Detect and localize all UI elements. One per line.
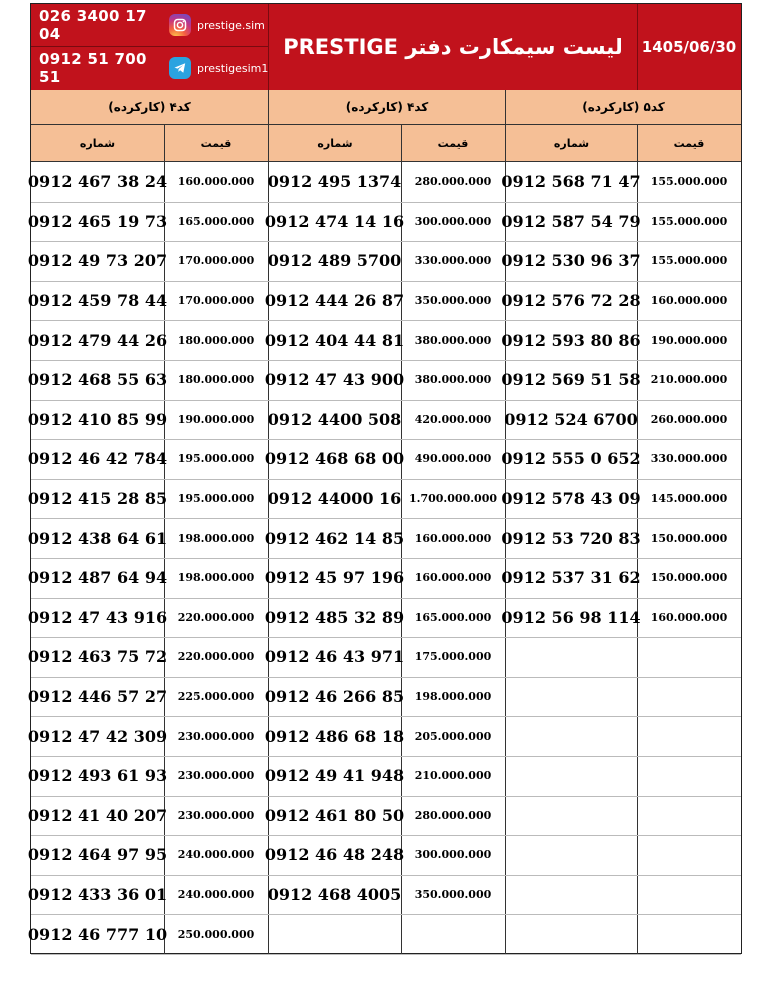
column-price-label: قیمت: [437, 137, 469, 150]
sim-price: 160.000.000: [414, 571, 492, 585]
sim-price: 380.000.000: [414, 373, 492, 387]
sim-price: 350.000.000: [414, 888, 492, 902]
sim-number: 0912 467 38 24: [27, 172, 168, 192]
page-title: PRESTIGE لیست سیمکارت دفتر: [283, 35, 623, 59]
sim-price: 195.000.000: [177, 492, 255, 506]
sim-price: 145.000.000: [650, 492, 728, 506]
sim-number: 0912 49 41 948: [264, 766, 405, 786]
sim-price: 260.000.000: [650, 412, 728, 426]
sim-price: 155.000.000: [650, 214, 728, 228]
sim-number: 0912 463 75 72: [27, 647, 168, 667]
sim-price: 280.000.000: [414, 808, 492, 822]
sim-number: 0912 49 73 207: [27, 251, 168, 271]
sim-price: 1.700.000.000: [408, 492, 498, 506]
sim-number: 0912 486 68 18: [264, 726, 405, 746]
mobile-phone: 0912 51 700 51: [39, 50, 147, 86]
sim-price: 330.000.000: [650, 452, 728, 466]
sim-number: 0912 485 32 89: [264, 607, 405, 627]
sim-number: 0912 576 72 28: [501, 291, 641, 311]
sim-number: 0912 464 97 95: [27, 845, 168, 865]
column-number-label: شماره: [506, 125, 638, 162]
sim-number: 0912 459 78 44: [27, 291, 168, 311]
sim-price: 150.000.000: [650, 531, 728, 545]
group-header-1: [31, 90, 269, 162]
sim-number: 0912 433 36 01: [27, 885, 168, 905]
sim-number: 0912 47 43 916: [27, 607, 168, 627]
sim-price: 490.000.000: [414, 452, 492, 466]
sim-number: 0912 530 96 37: [501, 251, 641, 271]
sim-number: 0912 495 1374: [267, 172, 402, 192]
group-title: کد۵ (کارکرده): [506, 90, 741, 125]
sim-number: 0912 46 266 85: [264, 687, 405, 707]
row-rule: [31, 954, 741, 955]
sim-number: 0912 468 4005: [267, 885, 402, 905]
sim-price: 155.000.000: [650, 254, 728, 268]
sim-price: 198.000.000: [414, 690, 492, 704]
sim-price: 180.000.000: [177, 373, 255, 387]
sim-number: 0912 41 40 207: [27, 805, 168, 825]
sim-number: 0912 524 6700: [504, 409, 638, 429]
sim-number: 0912 593 80 86: [501, 330, 641, 350]
sim-price: 155.000.000: [650, 175, 728, 189]
phone-row-2: [31, 47, 269, 89]
sim-price: 330.000.000: [414, 254, 492, 268]
sim-number: 0912 468 55 63: [27, 370, 168, 390]
sim-price: 195.000.000: [177, 452, 255, 466]
sim-price: 150.000.000: [650, 571, 728, 585]
instagram-icon[interactable]: [169, 14, 191, 36]
group-header-2: [269, 90, 506, 162]
sim-number: 0912 47 43 900: [264, 370, 405, 390]
telegram-icon[interactable]: [169, 57, 191, 79]
sim-number: 0912 489 5700: [267, 251, 402, 271]
sim-number: 0912 438 64 61: [27, 528, 168, 548]
sim-number: 0912 47 42 309: [27, 726, 168, 746]
sim-price: 350.000.000: [414, 294, 492, 308]
sim-price: 250.000.000: [177, 927, 255, 941]
contact-block: [31, 4, 269, 90]
sim-price: 170.000.000: [177, 294, 255, 308]
sim-price: 230.000.000: [177, 808, 255, 822]
header-bar: [31, 4, 741, 90]
telegram-handle[interactable]: prestigesim1: [197, 61, 269, 75]
landline-phone: 026 3400 17 04: [39, 7, 147, 43]
sim-number: 0912 46 777 10: [27, 924, 168, 944]
sim-number: 0912 555 0 652: [501, 449, 641, 469]
sim-number: 0912 569 51 58: [501, 370, 641, 390]
column-price-label: قیمت: [200, 137, 232, 150]
sim-number: 0912 479 44 26: [27, 330, 168, 350]
sim-number: 0912 46 48 248: [264, 845, 405, 865]
sim-price: 220.000.000: [177, 650, 255, 664]
sim-price: 175.000.000: [414, 650, 492, 664]
sim-price: 210.000.000: [650, 373, 728, 387]
sim-number: 0912 44000 16: [267, 489, 402, 509]
column-number-label: شماره: [31, 125, 165, 162]
sim-number: 0912 462 14 85: [264, 528, 405, 548]
sim-price: 230.000.000: [177, 769, 255, 783]
sim-number: 0912 468 68 00: [264, 449, 405, 469]
sim-price: 300.000.000: [414, 214, 492, 228]
sim-price: 180.000.000: [177, 333, 255, 347]
sim-price: 380.000.000: [414, 333, 492, 347]
price-list-sheet: [27, 3, 742, 954]
group-title: کد۴ (کارکرده): [31, 90, 268, 125]
sim-price: 160.000.000: [414, 531, 492, 545]
sim-price: 225.000.000: [177, 690, 255, 704]
sim-price: 420.000.000: [414, 412, 492, 426]
sim-price: 198.000.000: [177, 531, 255, 545]
sim-number: 0912 487 64 94: [27, 568, 168, 588]
instagram-handle[interactable]: prestige.sim: [197, 18, 265, 32]
sim-price: 240.000.000: [177, 888, 255, 902]
sim-price: 220.000.000: [177, 610, 255, 624]
sim-price: 205.000.000: [414, 729, 492, 743]
sim-number: 0912 446 57 27: [27, 687, 168, 707]
sim-price: 190.000.000: [177, 412, 255, 426]
sim-price: 190.000.000: [650, 333, 728, 347]
sim-number: 0912 465 19 73: [27, 211, 168, 231]
sim-number: 0912 587 54 79: [501, 211, 641, 231]
sim-price: 160.000.000: [177, 175, 255, 189]
sim-number: 0912 4400 508: [267, 409, 402, 429]
sim-number: 0912 444 26 87: [264, 291, 405, 311]
sim-price: 280.000.000: [414, 175, 492, 189]
list-date: 1405/06/30: [641, 38, 737, 56]
phone-row-1: [31, 4, 269, 47]
sim-price: 198.000.000: [177, 571, 255, 585]
sim-number: 0912 578 43 09: [501, 489, 641, 509]
sim-price: 170.000.000: [177, 254, 255, 268]
sim-price: 210.000.000: [414, 769, 492, 783]
sim-price: 160.000.000: [650, 294, 728, 308]
sim-price: 165.000.000: [414, 610, 492, 624]
column-price-label: قیمت: [673, 137, 705, 150]
sim-price: 165.000.000: [177, 214, 255, 228]
sim-number: 0912 56 98 114: [501, 607, 641, 627]
sim-price: 300.000.000: [414, 848, 492, 862]
instagram-glyph: [173, 18, 187, 32]
sim-number: 0912 415 28 85: [27, 489, 168, 509]
sim-number: 0912 45 97 196: [264, 568, 405, 588]
column-number-label: شماره: [269, 125, 402, 162]
sim-price: 230.000.000: [177, 729, 255, 743]
sim-number: 0912 568 71 47: [501, 172, 641, 192]
group-title: کد۴ (کارکرده): [269, 90, 505, 125]
sim-number: 0912 46 43 971: [264, 647, 405, 667]
group-header-3: [506, 90, 741, 162]
sim-number: 0912 410 85 99: [27, 409, 168, 429]
sim-number: 0912 537 31 62: [501, 568, 641, 588]
sim-number: 0912 46 42 784: [27, 449, 168, 469]
sim-number: 0912 493 61 93: [27, 766, 168, 786]
sim-number: 0912 474 14 16: [264, 211, 405, 231]
sim-price: 240.000.000: [177, 848, 255, 862]
sim-price: 160.000.000: [650, 610, 728, 624]
telegram-glyph: [173, 61, 187, 75]
sim-number: 0912 53 720 83: [501, 528, 641, 548]
sim-number: 0912 404 44 81: [264, 330, 405, 350]
sim-number: 0912 461 80 50: [264, 805, 405, 825]
